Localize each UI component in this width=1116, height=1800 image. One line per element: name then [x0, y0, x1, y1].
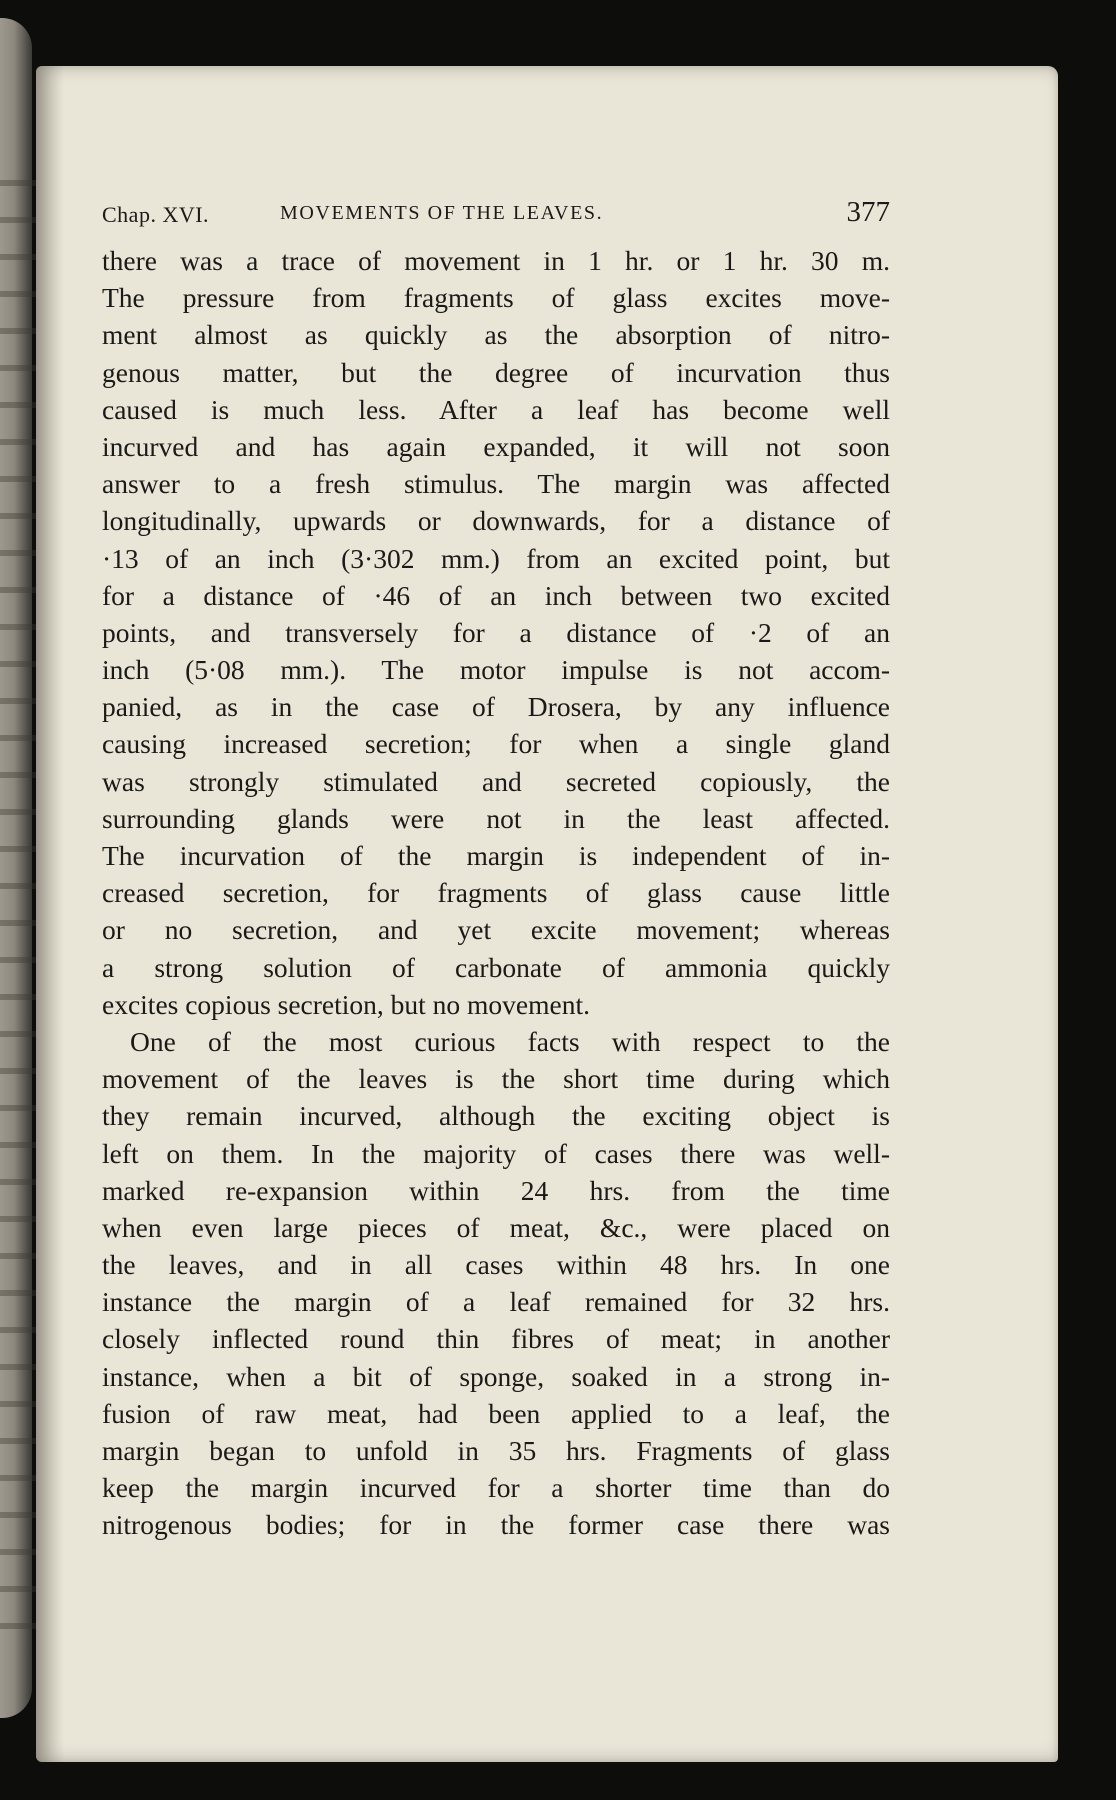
- paragraph-1: [102, 242, 890, 1023]
- facing-page-text-shadow: [0, 180, 40, 1630]
- text-line: excites copious secretion, but no movement.: [102, 988, 591, 1020]
- text-line: nitrogenous bodies; for in the former case there was: [102, 1509, 890, 1541]
- text-line: inch (5·08 mm.). The motor impulse is not accom-: [102, 654, 890, 686]
- text-line: The pressure from fragments of glass excites move-: [102, 282, 890, 314]
- chapter-label: Chap. XVI.: [102, 202, 210, 227]
- text-line: movement of the leaves is the short time during which: [102, 1063, 890, 1095]
- text-line: ·13 of an inch (3·302 mm.) from an excited point, but: [102, 542, 890, 574]
- text-line: keep the margin incurved for a shorter time than do: [102, 1472, 890, 1504]
- text-line: causing increased secretion; for when a single gland: [102, 728, 890, 760]
- text-line: margin began to unfold in 35 hrs. Fragments of glass: [102, 1435, 890, 1466]
- text-line: instance the margin of a leaf remained for 32 hrs.: [102, 1286, 890, 1318]
- page-number: 377: [846, 196, 890, 228]
- running-title: MOVEMENTS OF THE LEAVES.: [280, 202, 604, 224]
- text-line: was strongly stimulated and secreted copiously, the: [102, 765, 890, 797]
- text-line: creased secretion, for fragments of glass cause little: [102, 877, 890, 909]
- text-line: caused is much less. After a leaf has become well: [102, 393, 890, 425]
- running-head: [102, 196, 890, 242]
- text-line: One of the most curious facts with respect to the: [130, 1025, 890, 1057]
- text-line: answer to a fresh stimulus. The margin was affected: [102, 468, 890, 500]
- text-line: closely inflected round thin fibres of meat; in another: [102, 1323, 890, 1355]
- text-line: surrounding glands were not in the least affected.: [102, 802, 890, 834]
- text-line: fusion of raw meat, had been applied to a leaf, the: [102, 1397, 890, 1429]
- text-line: longitudinally, upwards or downwards, for a distance of: [102, 505, 890, 537]
- text-line: ment almost as quickly as the absorption of nitro-: [102, 319, 890, 351]
- text-line: marked re-expansion within 24 hrs. from the time: [102, 1174, 890, 1206]
- text-line: a strong solution of carbonate of ammonia quickly: [102, 951, 890, 983]
- text-line: panied, as in the case of Drosera, by any influence: [102, 691, 890, 723]
- text-line: when even large pieces of meat, &c., were placed on: [102, 1211, 890, 1243]
- text-line: or no secretion, and yet excite movement; whereas: [102, 914, 890, 946]
- paragraph-2: [102, 1023, 890, 1544]
- text-line: The incurvation of the margin is independent of in-: [102, 840, 890, 871]
- text-line: genous matter, but the degree of incurvation thus: [102, 356, 890, 388]
- text-line: there was a trace of movement in 1 hr. or 1 hr. 30 m.: [102, 245, 890, 276]
- page-content: [102, 196, 890, 1544]
- text-line: the leaves, and in all cases within 48 hrs. In one: [102, 1249, 890, 1281]
- text-line: for a distance of ·46 of an inch between two excited: [102, 579, 890, 611]
- text-line: left on them. In the majority of cases there was well-: [102, 1137, 890, 1169]
- text-line: they remain incurved, although the exciting object is: [102, 1100, 890, 1132]
- text-line: instance, when a bit of sponge, soaked in a strong in-: [102, 1360, 890, 1392]
- text-line: points, and transversely for a distance of ·2 of an: [102, 616, 890, 648]
- book-page: [36, 66, 1058, 1762]
- text-line: incurved and has again expanded, it will not soon: [102, 430, 890, 462]
